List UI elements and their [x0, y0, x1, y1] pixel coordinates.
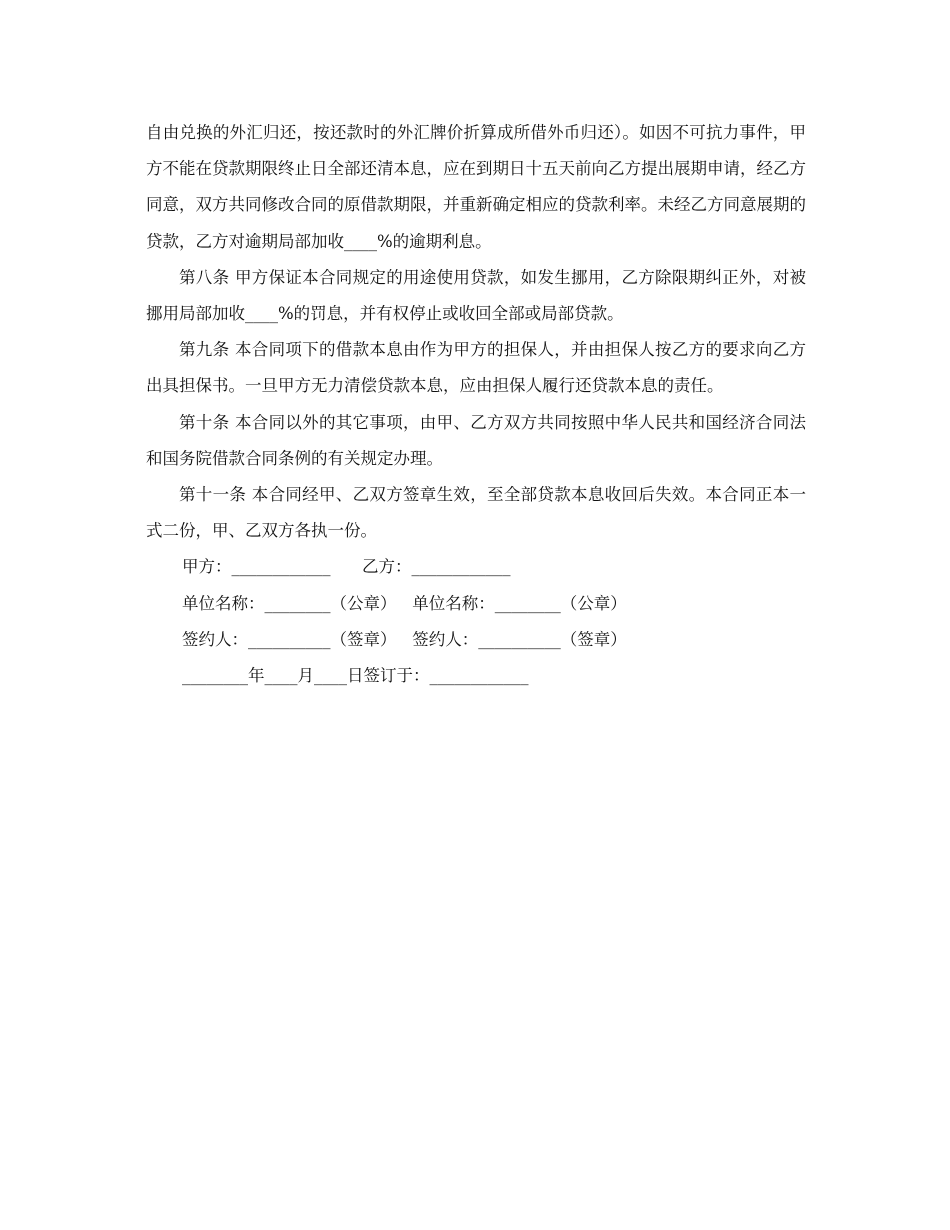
signature-date-place: ________年____月____日签订于：____________: [182, 666, 529, 686]
signature-parties: 甲方：____________ 乙方：____________: [182, 557, 511, 577]
signature-signatories: 签约人：__________（签章） 签约人：__________（签章）: [182, 629, 627, 649]
clause-8: 第八条 甲方保证本合同规定的用途使用贷款，如发生挪用，乙方除限期纠正外，对被挪用局部加收____%的罚息，并有权停止或收回全部或局部贷款。: [146, 267, 806, 324]
signature-unit-names: 单位名称：________（公章） 单位名称：________（公章）: [182, 593, 627, 613]
document-body: [146, 115, 806, 694]
paragraph-continuation: 自由兑换的外汇归还，按还款时的外汇牌价折算成所借外币归还）。如因不可抗力事件，甲方不能在贷款期限终止日全部还清本息，应在到期日十五天前向乙方提出展期申请，经乙方同意，双方共同修改合同的原借款期限，并重新确定相应的贷款利率。未经乙方同意展期的贷款，乙方对逾期局部加收____%的逾期利息。: [146, 123, 806, 251]
clause-10: 第十条 本合同以外的其它事项，由甲、乙方双方共同按照中华人民共和国经济合同法和国务院借款合同条例的有关规定办理。: [146, 412, 806, 468]
clause-9: 第九条 本合同项下的借款本息由作为甲方的担保人，并由担保人按乙方的要求向乙方出具担保书。一旦甲方无力清偿贷款本息，应由担保人履行还贷款本息的责任。: [146, 340, 806, 396]
clause-11: 第十一条 本合同经甲、乙双方签章生效，至全部贷款本息收回后失效。本合同正本一式二份，甲、乙双方各执一份。: [146, 485, 806, 541]
